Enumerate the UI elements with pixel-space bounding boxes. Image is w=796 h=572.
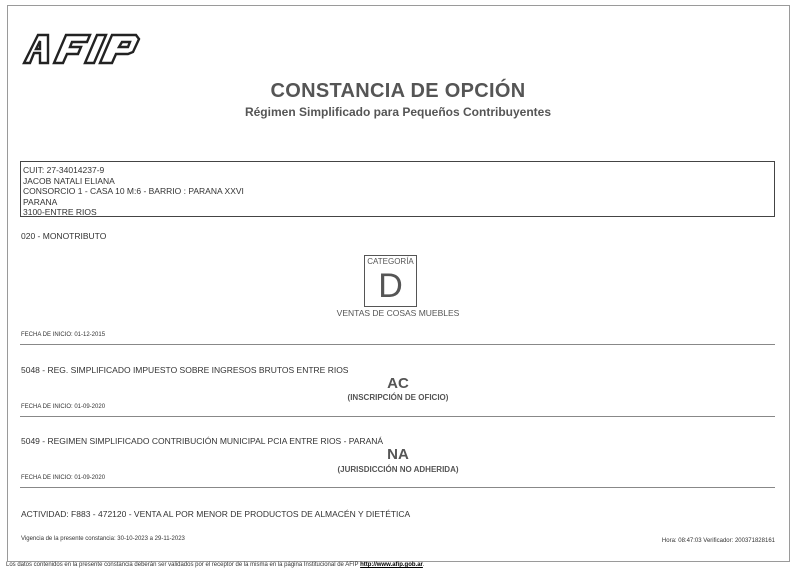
document-subtitle: Régimen Simplificado para Pequeños Contribuyentes [244, 105, 552, 119]
taxpayer-name: JACOB NATALI ELIANA [23, 175, 115, 186]
regime-5049-start-date: FECHA DE INICIO: 01-09-2020 [21, 475, 106, 481]
taxpayer-box [20, 161, 775, 217]
document-title: CONSTANCIA DE OPCIÓN [270, 80, 526, 102]
regime-5049-title: 5049 - REGIMEN SIMPLIFICADO CONTRIBUCIÓN MUNICIPAL PCIA ENTRE RIOS - PARANÁ [21, 436, 384, 446]
regime-5048-start-date: FECHA DE INICIO: 01-09-2020 [21, 404, 106, 410]
afip-website-link[interactable]: http://www.afip.gob.ar [360, 562, 423, 568]
validity-period: Vigencia de la presente constancia: 30-10-2023 a 29-11-2023 [21, 536, 185, 542]
category-box [364, 255, 417, 307]
monotributo-start-date: FECHA DE INICIO: 01-12-2015 [21, 332, 106, 338]
category-letter: D [378, 267, 403, 305]
taxpayer-postal: 3100-ENTRE RIOS [23, 207, 97, 217]
regime-5049-code: NA [387, 446, 409, 463]
regime-5048-code: AC [387, 375, 409, 392]
footer-text: Los datos contenidos en la presente constancia deberán ser validados por el receptor de la misma en la página Institucional de AFIP [6, 562, 361, 568]
verification-info: Hora: 08:47:03 Verificador: 200371828161 [661, 538, 775, 544]
taxpayer-city: PARANA [23, 196, 58, 207]
category-label: CATEGORÍA [367, 257, 414, 266]
taxpayer-address: CONSORCIO 1 - CASA 10 M:6 - BARRIO : PARANA XXVI [23, 186, 244, 196]
regime-5048-status: (INSCRIPCIÓN DE OFICIO) [347, 393, 449, 402]
divider [20, 487, 775, 488]
footer-suffix: . [422, 562, 425, 568]
divider [20, 416, 775, 417]
afip-logo [21, 32, 141, 66]
monotributo-code: 020 - MONOTRIBUTO [21, 231, 107, 241]
cuit: CUIT: 27-34014237-9 [23, 165, 105, 175]
divider [20, 344, 775, 345]
footer-note [6, 562, 425, 568]
regime-5049-status: (JURISDICCIÓN NO ADHERIDA) [337, 465, 459, 474]
activity-line: ACTIVIDAD: F883 - 472120 - VENTA AL POR MENOR DE PRODUCTOS DE ALMACÉN Y DIETÉTICA [21, 509, 411, 519]
regime-5048-title: 5048 - REG. SIMPLIFICADO IMPUESTO SOBRE INGRESOS BRUTOS ENTRE RIOS [21, 365, 349, 375]
activity-type: VENTAS DE COSAS MUEBLES [336, 308, 460, 318]
